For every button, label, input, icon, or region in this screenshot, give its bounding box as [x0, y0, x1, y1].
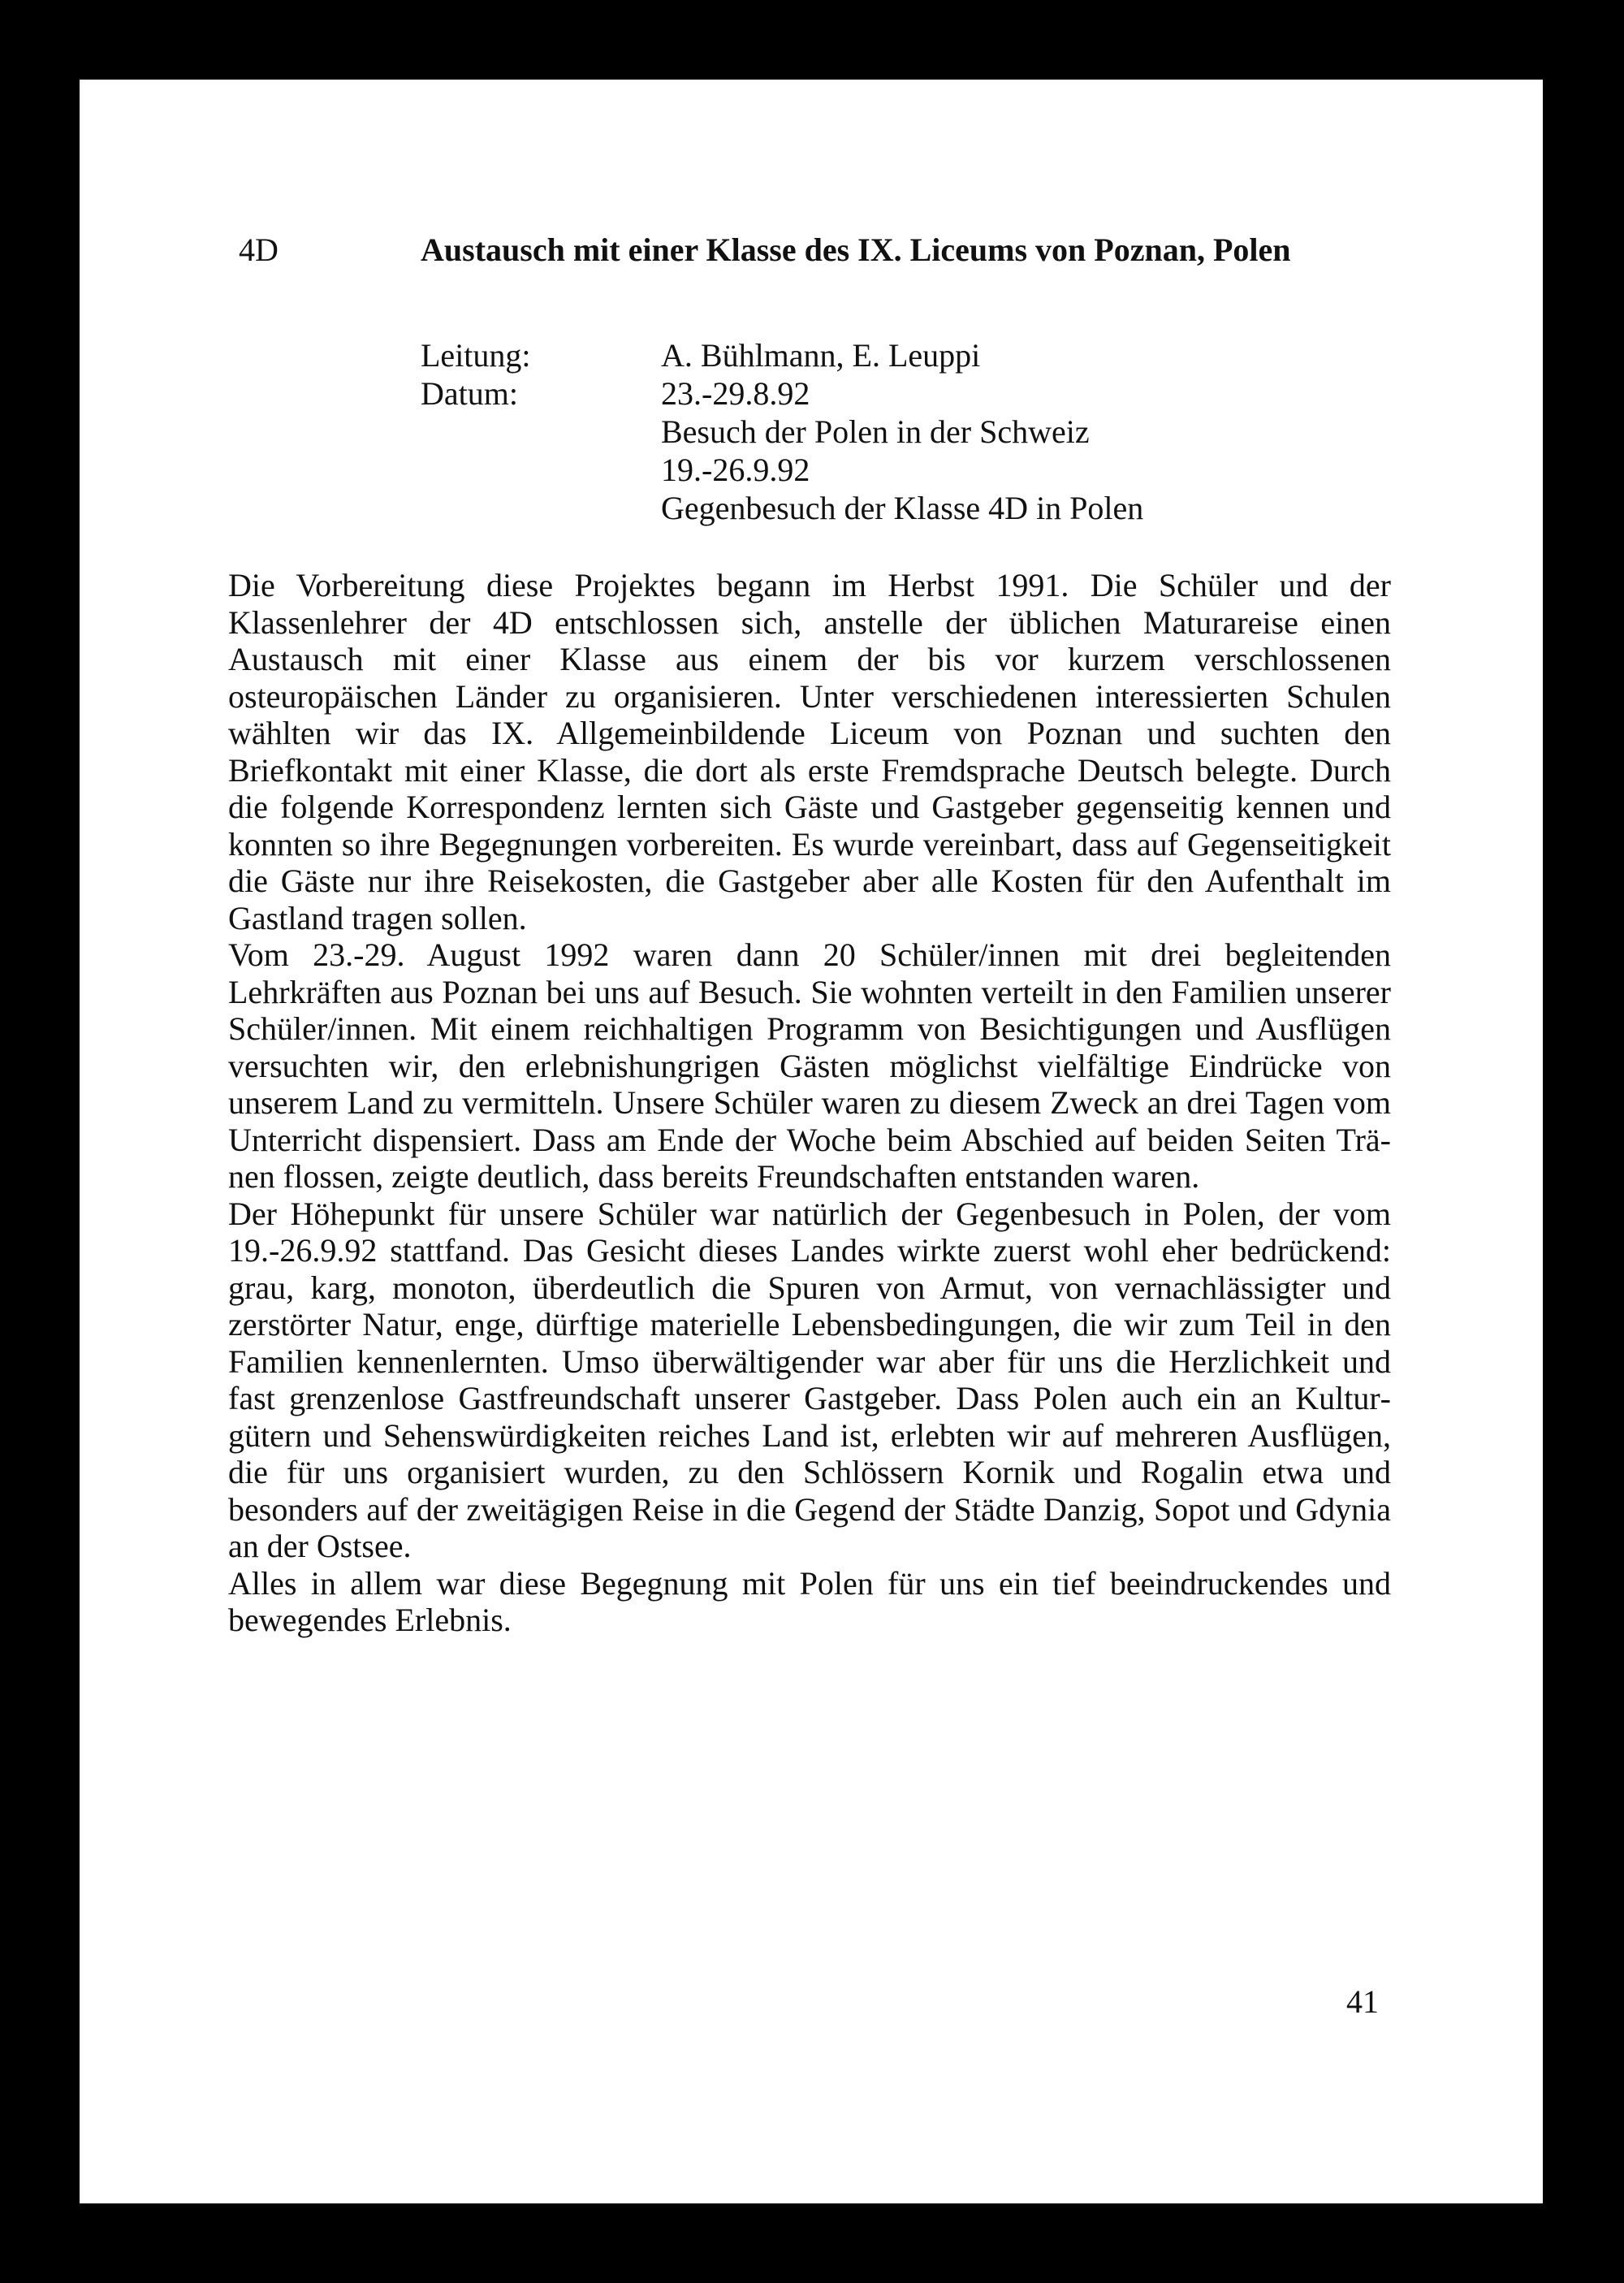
section-title: Austausch mit einer Klasse des IX. Liceums von Poznan, Polen — [421, 231, 1291, 268]
leitung-label: Leitung: — [421, 337, 531, 374]
datum-line: Gegenbesuch der Klasse 4D in Polen — [661, 490, 1144, 526]
datum-line: 23.-29.8.92 — [661, 375, 810, 412]
datum-line: Besuch der Polen in der Schweiz — [661, 413, 1090, 450]
meta-labels — [421, 336, 531, 413]
paragraph: Alles in allem war diese Begegnung mit Polen für uns ein tief beeindruckendes und bewegendes Erlebnis. — [228, 1564, 1391, 1638]
paragraph: Vom 23.-29. August 1992 waren dann 20 Schüler/innen mit drei begleitenden Lehrkräften aus Poznan bei uns auf Besuch. Sie wohnten verteilt in den Familien unserer Schüler/innen. Mit einem reichhaltigen Programm von Besichtigungen und Ausflügen versuchten wir, den erlebnishungrigen Gästen möglichst vielfältige Eindrücke von unserem Land zu vermitteln. Unsere Schüler waren zu diesem Zweck an drei Tagen vom Unterricht dispensiert. Dass am Ende der Woche beim Abschied auf beiden Seiten Tränen flossen, zeigte deutlich, dass bereits Freundschaften entstanden waren. — [228, 936, 1391, 1195]
datum-label: Datum: — [421, 375, 518, 412]
leitung-value: A. Bühlmann, E. Leuppi — [661, 337, 981, 374]
datum-line: 19.-26.9.92 — [661, 452, 810, 488]
document-page — [80, 80, 1543, 2203]
paragraph: Der Höhepunkt für unsere Schüler war natürlich der Gegenbesuch in Polen, der vom 19.-26.9.92 stattfand. Das Gesicht dieses Landes wirkte zuerst wohl eher bedrückend: grau, karg, monoton, überdeutlich die Spuren von Armut, von vernachlässigter und zerstörter Natur, enge, dürftige materielle Lebensbedingungen, die wir zum Teil in den Familien kennenlernten. Umso überwältigender war aber für uns die Herzlichkeit und fast grenzenlose Gastfreundschaft unserer Gastgeber. Dass Polen auch ein an Kulturgütern und Sehenswürdigkeiten reiches Land ist, erlebten wir auf mehreren Ausflügen, die für uns organisiert wurden, zu den Schlössern Kornik und Rogalin etwa und besonders auf der zweitägigen Reise in die Gegend der Städte Danzig, Sopot und Gdynia an der Ostsee. — [228, 1195, 1391, 1564]
section-code: 4D — [239, 231, 279, 268]
paragraph: Die Vorbereitung diese Projektes begann im Herbst 1991. Die Schüler und der Klassenlehrer der 4D entschlossen sich, anstelle der üblichen Maturareise einen Austausch mit einer Klasse aus einem der bis vor kurzem verschlossenen osteuropäischen Länder zu organisieren. Unter verschiedenen interessierten Schulen wählten wir das IX. Allgemeinbildende Liceum von Poznan und suchten den Briefkontakt mit einer Klasse, die dort als erste Fremdsprache Deutsch belegte. Durch die folgende Korrespondenz lernten sich Gäste und Gastgeber gegenseitig kennen und konnten so ihre Begegnungen vorbereiten. Es wurde vereinbart, dass auf Gegenseitigkeit die Gäste nur ihre Reisekosten, die Gastgeber aber alle Kosten für den Aufenthalt im Gastland tragen sollen. — [228, 567, 1391, 936]
page-number: 41 — [1346, 1983, 1379, 2020]
meta-values — [661, 336, 1143, 527]
body-text — [228, 567, 1391, 1639]
